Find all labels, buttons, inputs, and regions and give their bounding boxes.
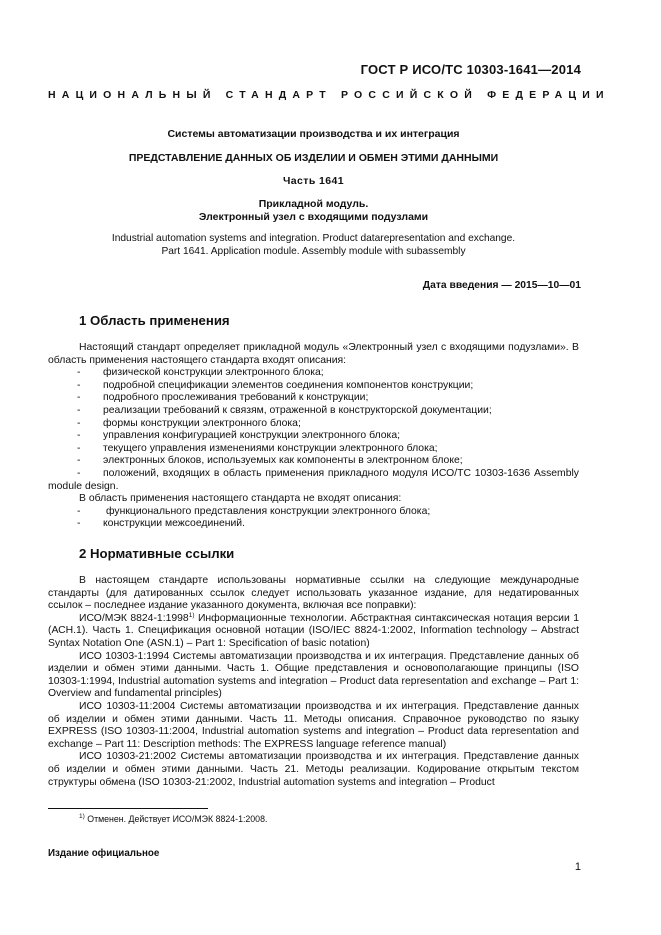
title-english bbox=[48, 233, 579, 258]
section-1-intro: Настоящий стандарт определяет прикладной модуль «Электронный узел с входящими подузлами». В область применения настоящего стандарта входят описания: bbox=[48, 342, 579, 366]
title-part: Часть 1641 bbox=[283, 175, 344, 187]
section-1-body bbox=[48, 342, 579, 531]
title-series: Системы автоматизации производства и их интеграция bbox=[167, 128, 460, 140]
page-number: 1 bbox=[574, 861, 581, 873]
list-item: - подробного прослеживания требований к конструкции; bbox=[77, 392, 369, 404]
reference-iso-iec-8824: ИСО/МЭК 8824-1:1998$^{1)}$ Информационные технологии. Абстрактная синтаксическая нотация версии 1 (АСН.1). Часть 1. Спецификация основной нотации (ISO/IEC 8824-1:2002, Information technology – Abstract Syntax Notation One (ASN.1) – Part 1: Specification of basic notation) bbox=[48, 611, 579, 649]
list-item: - подробной спецификации элементов соединения компонентов конструкции; bbox=[77, 379, 474, 391]
list-item: - формы конструкции электронного блока; bbox=[77, 417, 301, 429]
list-item: - реализации требований к связям, отраженной в конструкторской документации; bbox=[77, 404, 492, 416]
reference-iso-10303-11: ИСО 10303-11:2004 Системы автоматизации производства и их интеграция. Представление данных об изделии и обмен этими данными. Часть 11. Методы описания. Справочное руководство по языку EXPRESS (ISO 10303-11:2004, Industrial automation systems and integration – Product data representation and exchange – Part 11: Description methods: The EXPRESS language reference manual) bbox=[48, 700, 579, 750]
reference-iso-10303-1: ИСО 10303-1:1994 Системы автоматизации производства и их интеграция. Представление данных об изделии и обмен этими данными. Часть 1. Общие представления и основополагающие принципы (ISO 10303-1:1994, Industrial automation systems and integration – Product data representation and exchange – Part 1: Overview and fundamental principles) bbox=[48, 650, 579, 700]
exclusion-intro: В область применения настоящего стандарта не входят описания: bbox=[79, 493, 402, 505]
footnote-separator bbox=[48, 808, 208, 809]
title-module-line1: Прикладной модуль. bbox=[258, 198, 369, 210]
footnote: $^{1)}$ Отменен. Действует ИСО/МЭК 8824-1:2008. bbox=[79, 813, 268, 824]
list-item: - функционального представления конструкции электронного блока; bbox=[77, 505, 431, 517]
introduction-date: Дата введения — 2015—10—01 bbox=[422, 280, 581, 291]
section-2-body bbox=[48, 575, 579, 789]
section-2-heading: 2 Нормативные ссылки bbox=[79, 546, 235, 561]
list-item: - конструкции межсоединений. bbox=[77, 518, 245, 530]
title-main: ПРЕДСТАВЛЕНИЕ ДАННЫХ ОБ ИЗДЕЛИИ И ОБМЕН ЭТИМИ ДАННЫМИ bbox=[128, 152, 499, 164]
title-module-line2: Электронный узел с входящими подузлами bbox=[198, 211, 429, 223]
title-english-line1: Industrial automation systems and integration. Product datarepresentation and exchange. bbox=[111, 233, 516, 244]
official-edition-label: Издание официальное bbox=[48, 848, 160, 859]
section-2-intro: В настоящем стандарте использованы нормативные ссылки на следующие международные стандарты (для датированных ссылок следует использовать указанное издание, для недатированных ссылок – последнее издание указанного документа, включая все поправки): bbox=[48, 575, 579, 612]
section-1-heading: 1 Область применения bbox=[79, 313, 230, 328]
list-item-last: - положений, входящих в область применения прикладного модуля ИСО/ТС 10303-1636 Assembly module design. bbox=[48, 467, 579, 492]
list-item: - физической конструкции электронного блока; bbox=[77, 367, 324, 379]
list-item: - текущего управления изменениями конструкции электронного блока; bbox=[77, 442, 438, 454]
standard-designation: ГОСТ Р ИСО/ТС 10303-1641—2014 bbox=[360, 62, 581, 77]
list-item: - управления конфигурацией конструкции электронного блока; bbox=[77, 430, 400, 442]
national-standard-banner: НАЦИОНАЛЬНЫЙ СТАНДАРТ РОССИЙСКОЙ ФЕДЕРАЦИИ bbox=[48, 89, 610, 101]
title-module bbox=[48, 198, 579, 224]
list-item: - электронных блоков, используемых как компоненты в электронном блоке; bbox=[77, 455, 463, 467]
title-english-line2: Part 1641. Application module. Assembly module with subassembly bbox=[161, 245, 466, 257]
reference-iso-10303-21: ИСО 10303-21:2002 Системы автоматизации производства и их интеграция. Представление данных об изделии и обмен этими данными. Часть 21. Методы реализации. Кодирование открытым текстом структуры обмена (ISO 10303-21:2002, Industrial automation systems and integration – Product bbox=[48, 751, 579, 788]
